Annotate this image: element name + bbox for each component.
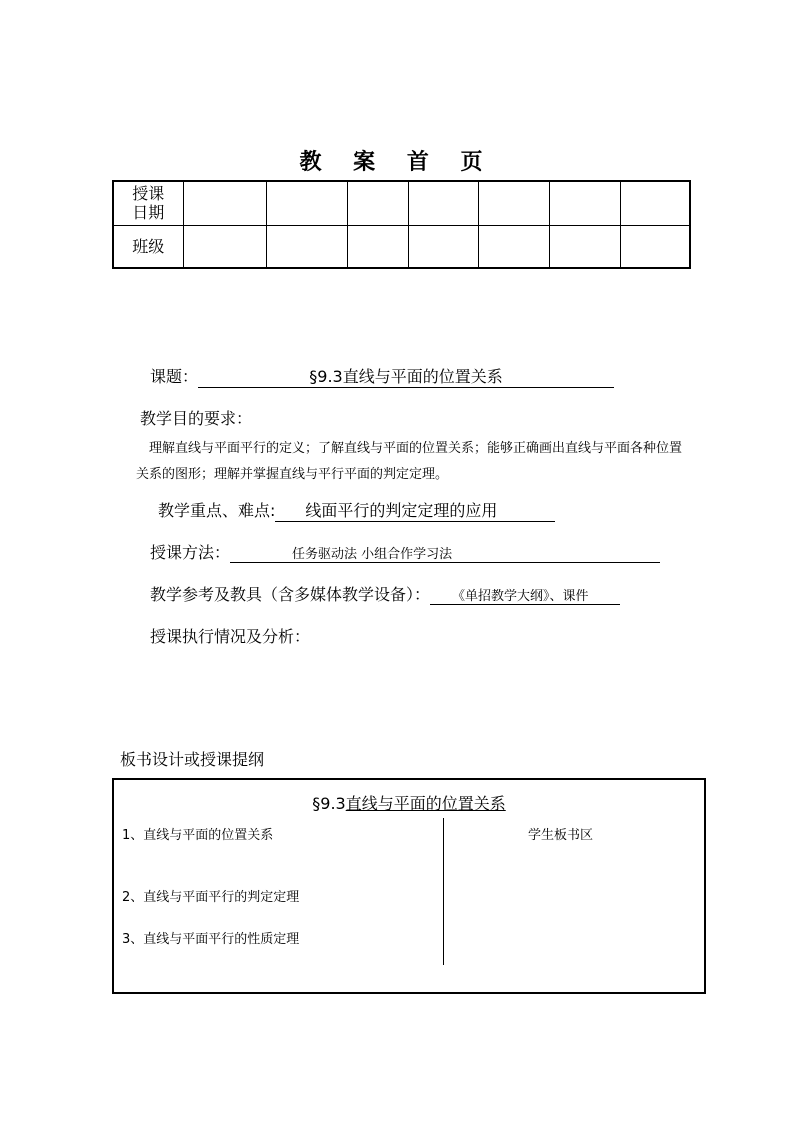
class-cell[interactable] [620,225,690,268]
page-title: 教 案 首 页 [299,150,495,175]
class-cell[interactable] [408,225,478,268]
board-title [112,791,706,814]
class-cell[interactable] [266,225,347,268]
topic-label: 课题： [150,367,199,386]
method-value: 任务驱动法 小组合作学习法 [230,543,660,563]
objectives-text: 理解直线与平面平行的定义；了解直线与平面的位置关系；能够正确画出直线与平面各种位置关系的图形；理解并掌握直线与平行平面的判定定理。 [136,441,683,482]
class-label: 班级 [113,225,183,268]
board-item: 3、直线与平面平行的性质定理 [122,932,300,947]
references-row [150,582,620,605]
execution-label: 授课执行情况及分析： [150,627,311,646]
schedule-row-date [113,181,690,225]
date-cell[interactable] [620,181,690,225]
class-cell[interactable] [183,225,266,268]
references-value: 《单招教学大纲》、课件 [430,585,620,605]
board-item: 1、直线与平面的位置关系 [122,828,274,843]
topic-value: §9.3直线与平面的位置关系 [198,364,614,388]
key-points-value: 线面平行的判定定理的应用 [275,498,555,522]
date-cell[interactable] [549,181,620,225]
class-cell[interactable] [549,225,620,268]
class-cell[interactable] [347,225,408,268]
date-label: 授课日期 [113,181,183,225]
board-item: 2、直线与平面平行的判定定理 [122,890,300,905]
date-cell[interactable] [347,181,408,225]
key-points-label: 教学重点、难点: [158,501,276,520]
board-title-prefix: §9.3 [312,794,346,813]
board-title-main: 直线与平面的位置关系 [345,794,506,813]
student-board-area-label: 学生板书区 [528,828,594,843]
method-label: 授课方法： [150,543,231,562]
schedule-row-class [113,225,690,268]
board-divider [443,818,444,965]
board-heading: 板书设计或授课提纲 [120,750,265,769]
references-label: 教学参考及教具（含多媒体教学设备）： [150,585,431,604]
method-row [150,540,660,563]
schedule-table [112,180,691,269]
class-cell[interactable] [478,225,549,268]
topic-row [150,364,614,388]
date-cell[interactable] [183,181,266,225]
date-cell[interactable] [266,181,347,225]
date-cell[interactable] [478,181,549,225]
key-points-row [158,498,555,522]
objectives-label: 教学目的要求： [140,409,253,428]
date-cell[interactable] [408,181,478,225]
